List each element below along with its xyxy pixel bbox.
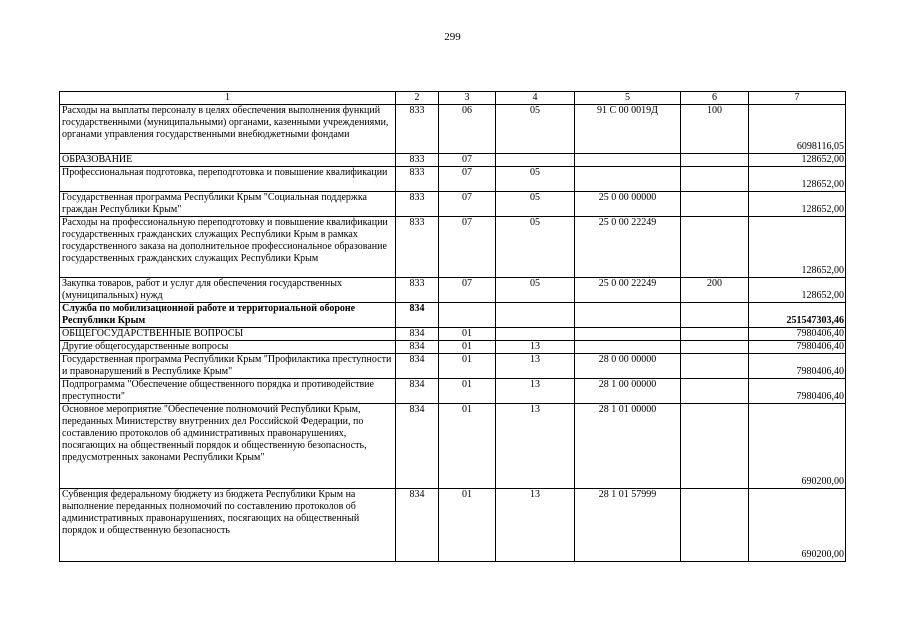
row-name: Государственная программа Республики Крым "Профилактика преступности и правонарушений в Республике Крым" — [60, 354, 396, 379]
row-code-expense — [681, 341, 749, 354]
header-col-6: 6 — [681, 92, 749, 105]
row-code-section: 07 — [439, 154, 496, 167]
table-row — [60, 328, 846, 341]
row-code-target: 28 1 01 57999 — [575, 489, 681, 562]
table-row — [60, 404, 846, 489]
row-amount: 128652,00 — [749, 192, 846, 217]
row-code-subsection: 05 — [496, 278, 575, 303]
row-code-section: 07 — [439, 167, 496, 192]
row-code-section: 01 — [439, 379, 496, 404]
row-code-expense — [681, 192, 749, 217]
row-name: Расходы на профессиональную переподготовку и повышение квалификации государственных гражданских служащих Республики Крым в рамках государственного заказа на дополнительное профессиональное образование государственных гражданских служащих Республики Крым — [60, 217, 396, 278]
row-code-main: 834 — [396, 341, 439, 354]
row-code-section: 01 — [439, 354, 496, 379]
row-name: Основное мероприятие "Обеспечение полномочий Республики Крым, переданных Министерству внутренних дел Российской Федерации, по составлению протоколов об административных правонарушениях, посягающих на общественный порядок и общественную безопасность, предусмотренных законами Республики Крым" — [60, 404, 396, 489]
row-code-main: 833 — [396, 105, 439, 154]
row-amount: 6098116,05 — [749, 105, 846, 154]
row-code-subsection: 13 — [496, 404, 575, 489]
row-code-expense — [681, 379, 749, 404]
row-code-expense — [681, 404, 749, 489]
table-body — [60, 105, 846, 562]
row-code-target — [575, 328, 681, 341]
row-amount: 128652,00 — [749, 167, 846, 192]
row-name: ОБРАЗОВАНИЕ — [60, 154, 396, 167]
row-code-expense — [681, 328, 749, 341]
row-code-target: 28 1 01 00000 — [575, 404, 681, 489]
row-code-subsection — [496, 303, 575, 328]
row-code-subsection: 05 — [496, 167, 575, 192]
row-code-subsection: 05 — [496, 217, 575, 278]
row-code-section: 01 — [439, 404, 496, 489]
table-row — [60, 489, 846, 562]
row-code-subsection: 05 — [496, 105, 575, 154]
row-code-expense: 100 — [681, 105, 749, 154]
row-code-main: 834 — [396, 354, 439, 379]
row-amount: 128652,00 — [749, 217, 846, 278]
row-code-subsection: 13 — [496, 379, 575, 404]
header-col-7: 7 — [749, 92, 846, 105]
table-row — [60, 105, 846, 154]
row-code-target: 25 0 00 00000 — [575, 192, 681, 217]
header-col-5: 5 — [575, 92, 681, 105]
row-amount: 7980406,40 — [749, 328, 846, 341]
row-code-target — [575, 303, 681, 328]
header-col-4: 4 — [496, 92, 575, 105]
page-number: 299 — [444, 31, 461, 43]
row-code-section: 01 — [439, 328, 496, 341]
header-col-3: 3 — [439, 92, 496, 105]
row-amount: 7980406,40 — [749, 354, 846, 379]
row-code-section: 01 — [439, 341, 496, 354]
row-code-expense — [681, 154, 749, 167]
row-code-target: 25 0 00 22249 — [575, 278, 681, 303]
row-name: Подпрограмма "Обеспечение общественного порядка и противодействие преступности" — [60, 379, 396, 404]
row-amount: 690200,00 — [749, 404, 846, 489]
row-code-target: 28 1 00 00000 — [575, 379, 681, 404]
header-col-2: 2 — [396, 92, 439, 105]
row-code-main: 834 — [396, 489, 439, 562]
row-code-target — [575, 341, 681, 354]
row-code-expense — [681, 217, 749, 278]
row-code-target: 28 0 00 00000 — [575, 354, 681, 379]
table-row — [60, 192, 846, 217]
row-code-subsection: 13 — [496, 489, 575, 562]
row-amount: 128652,00 — [749, 154, 846, 167]
row-code-target: 25 0 00 22249 — [575, 217, 681, 278]
row-code-subsection — [496, 328, 575, 341]
row-code-main: 834 — [396, 303, 439, 328]
row-name: ОБЩЕГОСУДАРСТВЕННЫЕ ВОПРОСЫ — [60, 328, 396, 341]
table-row — [60, 167, 846, 192]
row-amount: 251547303,46 — [749, 303, 846, 328]
budget-table — [59, 91, 846, 562]
row-name: Субвенция федеральному бюджету из бюджета Республики Крым на выполнение переданных полномочий по составлению протоколов об административных правонарушениях, посягающих на общественный порядок и общественную безопасность — [60, 489, 396, 562]
row-code-main: 834 — [396, 328, 439, 341]
row-name: Служба по мобилизационной работе и территориальной обороне Республики Крым — [60, 303, 396, 328]
row-code-section: 06 — [439, 105, 496, 154]
row-code-main: 834 — [396, 404, 439, 489]
row-name: Профессиональная подготовка, переподготовка и повышение квалификации — [60, 167, 396, 192]
row-code-subsection: 13 — [496, 341, 575, 354]
row-amount: 128652,00 — [749, 278, 846, 303]
row-code-section: 07 — [439, 278, 496, 303]
row-code-main: 833 — [396, 278, 439, 303]
row-code-main: 834 — [396, 379, 439, 404]
row-name: Расходы на выплаты персоналу в целях обеспечения выполнения функций государственными (муниципальными) органами, казенными учреждениями, органами управления государственными внебюджетными фондами — [60, 105, 396, 154]
row-amount: 7980406,40 — [749, 379, 846, 404]
row-code-expense — [681, 167, 749, 192]
row-code-subsection: 05 — [496, 192, 575, 217]
row-code-target — [575, 154, 681, 167]
row-code-section: 07 — [439, 217, 496, 278]
row-code-target: 91 С 00 0019Д — [575, 105, 681, 154]
row-code-target — [575, 167, 681, 192]
row-code-expense — [681, 354, 749, 379]
header-row — [60, 92, 846, 105]
table-row — [60, 303, 846, 328]
table-row — [60, 154, 846, 167]
row-code-section: 07 — [439, 192, 496, 217]
table-row — [60, 278, 846, 303]
row-code-main: 833 — [396, 167, 439, 192]
table-row — [60, 354, 846, 379]
table-row — [60, 341, 846, 354]
row-code-expense — [681, 489, 749, 562]
row-code-subsection: 13 — [496, 354, 575, 379]
row-code-main: 833 — [396, 154, 439, 167]
row-amount: 690200,00 — [749, 489, 846, 562]
row-code-section: 01 — [439, 489, 496, 562]
row-code-section — [439, 303, 496, 328]
header-col-1: 1 — [60, 92, 396, 105]
row-code-expense: 200 — [681, 278, 749, 303]
table-row — [60, 379, 846, 404]
row-name: Государственная программа Республики Крым "Социальная поддержка граждан Республики Крым" — [60, 192, 396, 217]
row-code-subsection — [496, 154, 575, 167]
table-row — [60, 217, 846, 278]
row-name: Другие общегосударственные вопросы — [60, 341, 396, 354]
row-amount: 7980406,40 — [749, 341, 846, 354]
row-code-expense — [681, 303, 749, 328]
row-code-main: 833 — [396, 217, 439, 278]
row-name: Закупка товаров, работ и услуг для обеспечения государственных (муниципальных) нужд — [60, 278, 396, 303]
row-code-main: 833 — [396, 192, 439, 217]
